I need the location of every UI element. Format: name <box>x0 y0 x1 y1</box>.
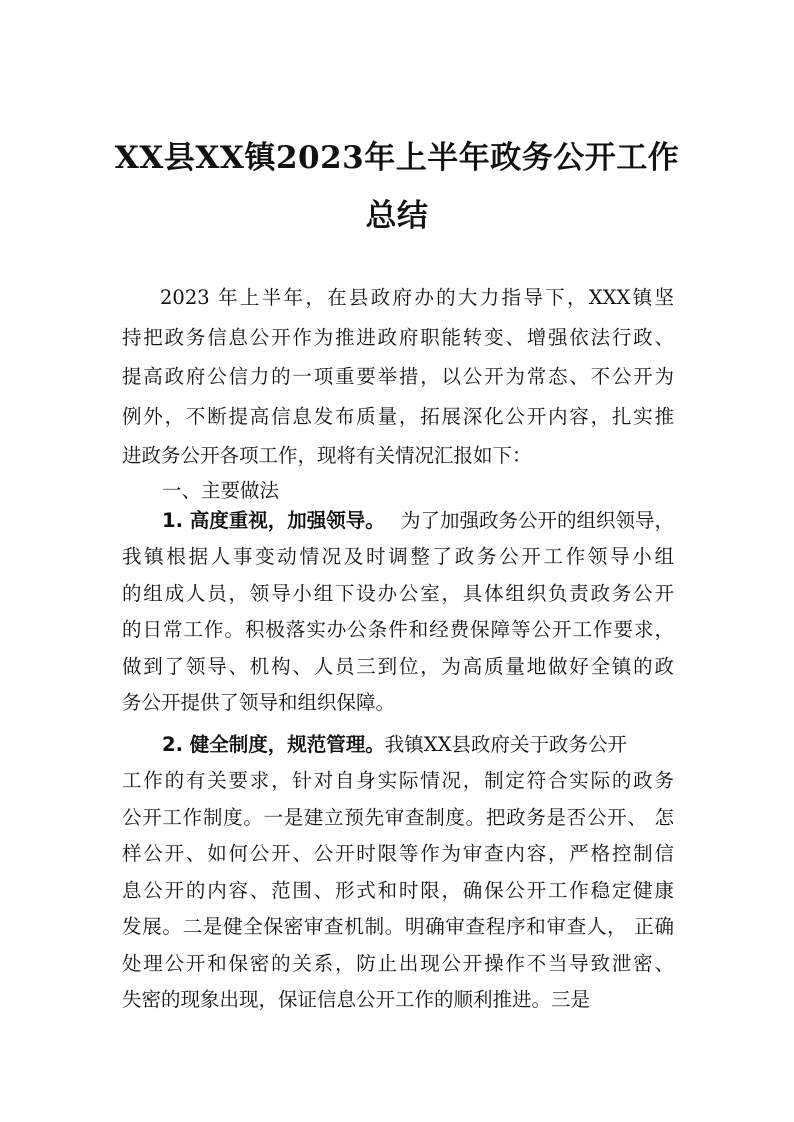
section-heading-main-practices: 一、主要做法 <box>162 479 280 502</box>
item-2-line-6: 发展。二是健全保密审查机制。明确审查程序和审查人， 正确 <box>122 915 674 938</box>
item-1-line-3: 的组成人员，领导小组下设办公室，具体组织负责政务公开 <box>122 582 674 605</box>
intro-line-4: 例外，不断提高信息发布质量，拓展深化公开内容，扎实推 <box>122 405 674 428</box>
item-2-line-7: 处理公开和保密的关系，防止出现公开操作不当导致泄密、 <box>122 952 674 975</box>
item-1-line-4: 的日常工作。积极落实办公条件和经费保障等公开工作要求， <box>122 618 674 641</box>
document-title-line-2: 总结 <box>365 198 429 234</box>
intro-line-3: 提高政府公信力的一项重要举措，以公开为常态、不公开为 <box>122 365 674 388</box>
item-1-line-6: 务公开提供了领导和组织保障。 <box>122 691 396 714</box>
item-1-heading: 1. 高度重视，加强领导。 <box>162 509 385 532</box>
item-2-first-line <box>162 732 627 758</box>
item-2-line-5: 息公开的内容、范围、形式和时限，确保公开工作稳定健康 <box>122 879 674 902</box>
document-title-line-1: XX县XX镇2023年上半年政务公开工作 <box>114 140 680 176</box>
item-2-first-line-text: 我镇XX县政府关于政务公开 <box>384 733 628 756</box>
item-1-first-line-text: 为了加强政务公开的组织领导， <box>400 509 674 532</box>
intro-line-1: 2023 年上半年，在县政府办的大力指导下，XXX镇坚 <box>160 286 674 309</box>
item-1-first-line <box>162 508 674 534</box>
item-2-line-3: 公开工作制度。一是建立预先审查制度。把政务是否公开、 怎 <box>122 806 674 829</box>
item-2-line-4: 样公开、如何公开、公开时限等作为审查内容，严格控制信 <box>122 842 674 865</box>
item-2-heading: 2. 健全制度，规范管理。 <box>162 733 385 756</box>
item-2-line-8: 失密的现象出现，保证信息公开工作的顺利推进。三是 <box>122 988 591 1011</box>
item-1-line-2: 我镇根据人事变动情况及时调整了政务公开工作领导小组 <box>122 545 674 568</box>
item-1-line-5: 做到了领导、机构、人员三到位，为高质量地做好全镇的政 <box>122 655 674 678</box>
item-2-line-2: 工作的有关要求，针对自身实际情况，制定符合实际的政务 <box>122 769 674 792</box>
intro-line-2: 持把政务信息公开作为推进政府职能转变、增强依法行政、 <box>122 326 674 349</box>
intro-line-5: 进政务公开各项工作，现将有关情况汇报如下： <box>122 444 532 467</box>
